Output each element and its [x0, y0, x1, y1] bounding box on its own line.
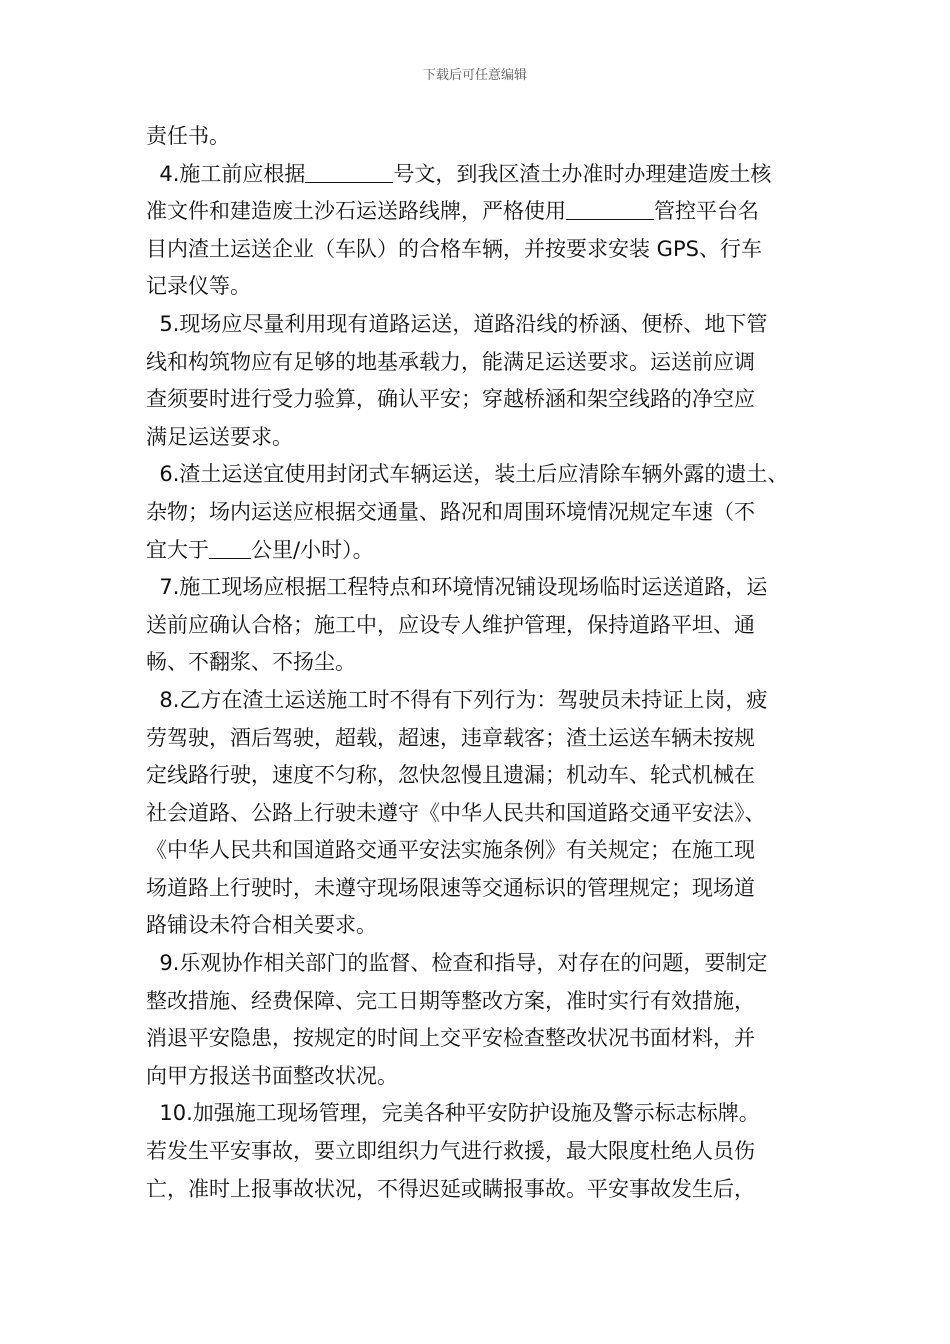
text-line: 线和构筑物应有足够的地基承载力，能满足运送要求。运送前应调 [146, 349, 755, 374]
text-line: 10.加强施工现场管理，完美各种平安防护设施及警示标志标牌。 [146, 1101, 760, 1126]
text-line: 整改措施、经费保障、完工日期等整改方案，准时实行有效措施， [146, 988, 755, 1013]
text-line: 8.乙方在渣土运送施工时不得有下列行为：驾驶员未持证上岗，疲 [146, 687, 768, 712]
text-line: 定线路行驶，速度不匀称，忽快忽慢且遗漏；机动车、轮式机械在 [146, 763, 755, 788]
text-line: 9.乐观协作相关部门的监督、检查和指导，对存在的问题，要制定 [146, 951, 768, 976]
text-line: 送前应确认合格；施工中，应设专人维护管理，保持道路平坦、通 [146, 612, 755, 637]
text-line: 社会道路、公路上行驶未遵守《中华人民共和国道路交通平安法》、 [146, 800, 766, 825]
text-line: 杂物；场内运送应根据交通量、路况和周围环境情况规定车速（不 [146, 499, 755, 524]
text-line: 7.施工现场应根据工程特点和环境情况铺设现场临时运送道路，运 [146, 575, 768, 600]
text-line: 5.现场应尽量利用现有道路运送，道路沿线的桥涵、便桥、地下管 [146, 311, 768, 336]
text-line: 查须要时进行受力验算，确认平安；穿越桥涵和架空线路的净空应 [146, 387, 755, 412]
page-header: 下载后可任意编辑 [422, 68, 527, 83]
text-line: 责任书。 [146, 124, 230, 148]
text-line: 6.渣土运送宜使用封闭式车辆运送，装土后应清除车辆外露的遗土、 [146, 462, 789, 487]
text-line: 记录仪等。 [146, 274, 251, 299]
text-line: 畅、不翻浆、不扬尘。 [146, 650, 356, 675]
text-line: 场道路上行驶时，未遵守现场限速等交通标识的管理规定；现场道 [146, 875, 755, 900]
text-line: 若发生平安事故，要立即组织力气进行救援，最大限度杜绝人员伤 [146, 1139, 755, 1164]
document-body [146, 118, 810, 1208]
text-line: 4.施工前应根据 号文，到我区渣土办准时办理建造废土核 [146, 161, 772, 186]
text-line: 劳驾驶，酒后驾驶，超载，超速，违章载客；渣土运送车辆未按规 [146, 725, 755, 750]
text-line: 《中华人民共和国道路交通平安法实施条例》有关规定；在施工现 [146, 838, 755, 863]
text-line: 亡，准时上报事故状况，不得迟延或瞒报事故。平安事故发生后， [146, 1176, 755, 1201]
text-line: 宜大于 公里/小时）。 [146, 537, 374, 562]
text-line: 消退平安隐患，按规定的时间上交平安检查整改状况书面材料，并 [146, 1026, 755, 1051]
text-line: 向甲方报送书面整改状况。 [146, 1063, 398, 1088]
text-line: 准文件和建造废土沙石运送路线牌，严格使用 管控平台名 [146, 199, 759, 224]
blank-underline [209, 536, 251, 559]
text-line: 满足运送要求。 [146, 424, 293, 449]
blank-underline [305, 160, 393, 183]
text-line: 路铺设未符合相关要求。 [146, 913, 377, 938]
text-line: 目内渣土运送企业（车队）的合格车辆，并按要求安装 GPS、行车 [146, 236, 762, 261]
blank-underline [566, 197, 654, 220]
